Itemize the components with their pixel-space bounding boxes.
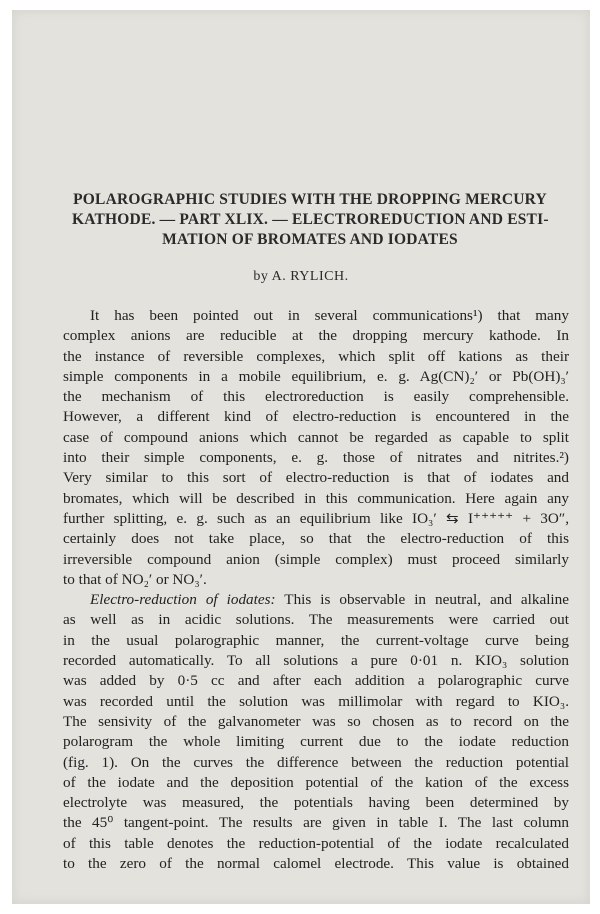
text-line: complex anions are reducible at the dropping mercury kathode. In — [63, 327, 569, 345]
paragraph-2 — [63, 590, 569, 874]
text-line: into their simple components, e. g. those of nitrates and nitrites.²) — [63, 449, 569, 467]
text-line — [63, 590, 569, 610]
text-line: irreversible compound anion (simple complex) must proceed similarly — [63, 550, 569, 568]
text-line: case of compound anions which cannot be regarded as capable to split — [63, 428, 569, 446]
text-line: the 45⁰ tangent-point. The results are given in table I. The last column — [63, 814, 569, 832]
text-line: It has been pointed out in several communications¹) that many — [90, 307, 569, 324]
text-line: certainly does not take place, so that the electro-reduction of this — [63, 530, 569, 548]
text-line: However, a different kind of electro-reduction is encountered in the — [63, 408, 569, 426]
text-line: bromates, which will be described in this communication. Here again any — [63, 489, 569, 507]
title-line-1: POLAROGRAPHIC STUDIES WITH THE DROPPING MERCURY — [73, 191, 547, 208]
text-line: in the usual polarographic manner, the current-voltage curve being — [63, 631, 569, 649]
text-fragment: This is observable in neutral, and alkaline — [275, 591, 569, 609]
article-body — [63, 306, 569, 874]
text-line: simple components in a mobile equilibrium, e. g. Ag(CN)₂′ or Pb(OH)₃′ — [63, 367, 569, 385]
text-line: the instance of reversible complexes, which split off kations as their — [63, 347, 569, 365]
text-line: polarogram the whole limiting current due to the iodate reduction — [63, 733, 569, 751]
section-lead: Electro-reduction of iodates: — [90, 591, 276, 609]
article-title — [72, 190, 548, 250]
text-line: of the iodate and the deposition potential of the kation of the excess — [63, 773, 569, 791]
author-line: by A. RYLICH. — [253, 269, 349, 284]
document-page — [12, 10, 590, 904]
title-line-2: KATHODE. — PART XLIX. — ELECTROREDUCTION AND ESTI- — [72, 211, 549, 228]
text-line: electrolyte was measured, the potentials having been determined by — [63, 794, 569, 812]
text-line: was added by 0·5 cc and after each addition a polarographic curve — [63, 672, 569, 690]
text-line: as well as in acidic solutions. The measurements were carried out — [63, 611, 569, 629]
text-line: of this table denotes the reduction-potential of the iodate recalculated — [63, 834, 569, 852]
title-line-3: MATION OF BROMATES AND IODATES — [162, 231, 458, 248]
text-line: The sensivity of the galvanometer was so chosen as to record on the — [63, 712, 569, 730]
text-line: to the zero of the normal calomel electrode. This value is obtained — [63, 855, 569, 873]
paragraph-1 — [63, 306, 569, 590]
text-line: further splitting, e. g. such as an equilibrium like IO₃′ ⇆ I⁺⁺⁺⁺⁺ + 3O″, — [63, 509, 569, 527]
text-line: was recorded until the solution was millimolar with regard to KIO₃. — [63, 692, 569, 710]
text-line: recorded automatically. To all solutions a pure 0·01 n. KIO₃ solution — [63, 652, 569, 670]
text-line: Very similar to this sort of electro-reduction is that of iodates and — [63, 469, 569, 487]
text-line: to that of NO₂′ or NO₃′. — [63, 570, 207, 588]
text-line: (fig. 1). On the curves the difference between the reduction potential — [63, 753, 569, 771]
text-line: the mechanism of this electroreduction is easily comprehensible. — [63, 388, 569, 406]
